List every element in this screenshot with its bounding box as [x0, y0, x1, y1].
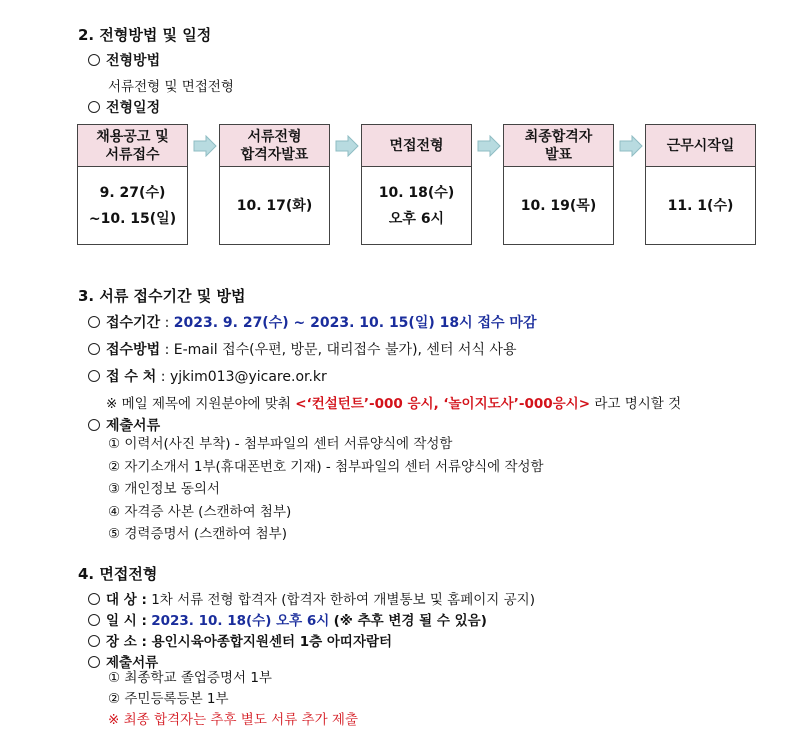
date-label: 일 시 :	[106, 613, 147, 629]
schedule-step-head-line: 근무시작일	[666, 137, 735, 154]
schedule-step-body	[78, 167, 187, 244]
address-value: : yjkim013@yicare.or.kr	[160, 369, 327, 385]
right-arrow-icon	[619, 135, 643, 157]
method-label: 전형방법	[106, 53, 161, 69]
docs-label: 제출서류	[106, 418, 161, 434]
schedule-step	[503, 124, 614, 245]
submit-method-row	[88, 339, 516, 359]
section-2-title: 2. 전형방법 및 일정	[78, 26, 212, 44]
place-row	[88, 630, 392, 650]
schedule-step	[361, 124, 472, 245]
schedule-step-body-line: 10. 17(화)	[236, 197, 313, 214]
note-highlight: <‘컨설턴트’-000 응시, ‘놀이지도사’-000응시>	[295, 396, 591, 412]
period-value: 2023. 9. 27(수) ~ 2023. 10. 15(일) 18시 접수 마감	[173, 315, 537, 331]
target-row	[88, 588, 535, 608]
docs-row	[88, 415, 160, 435]
docs2-list	[108, 668, 358, 731]
schedule-step-body-line: 오후 6시	[388, 210, 445, 227]
date-note: (※ 추후 변경 될 수 있음)	[333, 613, 487, 629]
docs-list	[108, 433, 544, 546]
schedule-step	[219, 124, 330, 245]
schedule-step-body-line: 9. 27(수)	[99, 184, 166, 201]
final-note: ※ 최종 합격자는 추후 별도 서류 추가 제출	[108, 712, 359, 728]
schedule-step	[645, 124, 756, 245]
schedule-step-body-line: 10. 18(수)	[378, 184, 455, 201]
schedule-step-head	[78, 125, 187, 167]
list-item: ④ 자격증 사본 (스캔하여 첨부)	[108, 503, 292, 520]
schedule-step-head-line: 면접전형	[389, 137, 444, 154]
schedule-step-head-line: 서류접수	[105, 146, 160, 163]
circle-bullet-icon	[88, 593, 100, 605]
subject-note	[106, 392, 681, 412]
circle-bullet-icon	[88, 635, 100, 647]
circle-bullet-icon	[88, 419, 100, 431]
circle-bullet-icon	[88, 54, 100, 66]
period-label: 접수기간	[106, 315, 161, 331]
schedule-step-body	[504, 167, 613, 244]
right-arrow-icon	[335, 135, 359, 157]
address-row	[88, 366, 327, 386]
schedule-step-head-line: 최종합격자	[524, 128, 593, 145]
date-value: 2023. 10. 18(수) 오후 6시	[151, 613, 330, 629]
period-row	[88, 312, 536, 332]
section-3-title: 3. 서류 접수기간 및 방법	[78, 287, 246, 305]
circle-bullet-icon	[88, 656, 100, 668]
schedule-step-body-line: ~10. 15(일)	[88, 210, 177, 227]
circle-bullet-icon	[88, 343, 100, 355]
place-value: 용인시육아종합지원센터 1층 아띠자람터	[151, 634, 393, 650]
list-item: ① 최종학교 졸업증명서 1부	[108, 670, 272, 686]
schedule-step-head	[504, 125, 613, 167]
schedule-label: 전형일정	[106, 100, 161, 116]
schedule-step-head	[646, 125, 755, 167]
target-label: 대 상 :	[106, 592, 147, 608]
schedule-step-body	[362, 167, 471, 244]
method-row	[88, 50, 160, 70]
schedule-step	[77, 124, 188, 245]
right-arrow-icon	[193, 135, 217, 157]
schedule-step-head-line: 서류전형	[247, 128, 302, 145]
list-item: ⑤ 경력증명서 (스캔하여 첨부)	[108, 526, 287, 542]
list-item: ② 자기소개서 1부(휴대폰번호 기재) - 첨부파일의 센터 서류양식에 작성함	[108, 458, 544, 475]
list-item: ③ 개인정보 동의서	[108, 481, 220, 497]
schedule-row	[88, 97, 160, 117]
circle-bullet-icon	[88, 316, 100, 328]
target-value: 1차 서류 전형 합격자 (합격자 한하여 개별통보 및 홈페이지 공지)	[151, 592, 535, 608]
schedule-step-head-line: 합격자발표	[240, 146, 309, 163]
circle-bullet-icon	[88, 101, 100, 113]
schedule-step-head-line: 채용공고 및	[96, 128, 169, 145]
schedule-step-body-line: 11. 1(수)	[667, 197, 734, 214]
schedule-step-head	[362, 125, 471, 167]
circle-bullet-icon	[88, 370, 100, 382]
period-sep: :	[164, 315, 170, 331]
docs2-label: 제출서류	[106, 655, 159, 671]
schedule-step-body	[220, 167, 329, 244]
schedule-step-body-line: 10. 19(목)	[520, 197, 597, 214]
section-4-title: 4. 면접전형	[78, 565, 158, 583]
note-suffix: 라고 명시할 것	[594, 396, 682, 412]
schedule-step-head	[220, 125, 329, 167]
schedule-step-head-line: 발표	[544, 146, 573, 163]
circle-bullet-icon	[88, 614, 100, 626]
method-text: 서류전형 및 면접전형	[108, 79, 234, 95]
place-label: 장 소 :	[106, 634, 147, 650]
list-item: ② 주민등록등본 1부	[108, 691, 229, 707]
submit-method-value: : E-mail 접수(우편, 방문, 대리접수 불가), 센터 서식 사용	[164, 342, 517, 358]
date-row	[88, 609, 487, 629]
note-prefix: ※ 메일 제목에 지원분야에 맞춰	[106, 396, 291, 412]
schedule-step-body	[646, 167, 755, 244]
submit-method-label: 접수방법	[106, 342, 161, 358]
right-arrow-icon	[477, 135, 501, 157]
address-label: 접 수 처	[106, 369, 157, 385]
list-item: ① 이력서(사진 부착) - 첨부파일의 센터 서류양식에 작성함	[108, 436, 453, 452]
